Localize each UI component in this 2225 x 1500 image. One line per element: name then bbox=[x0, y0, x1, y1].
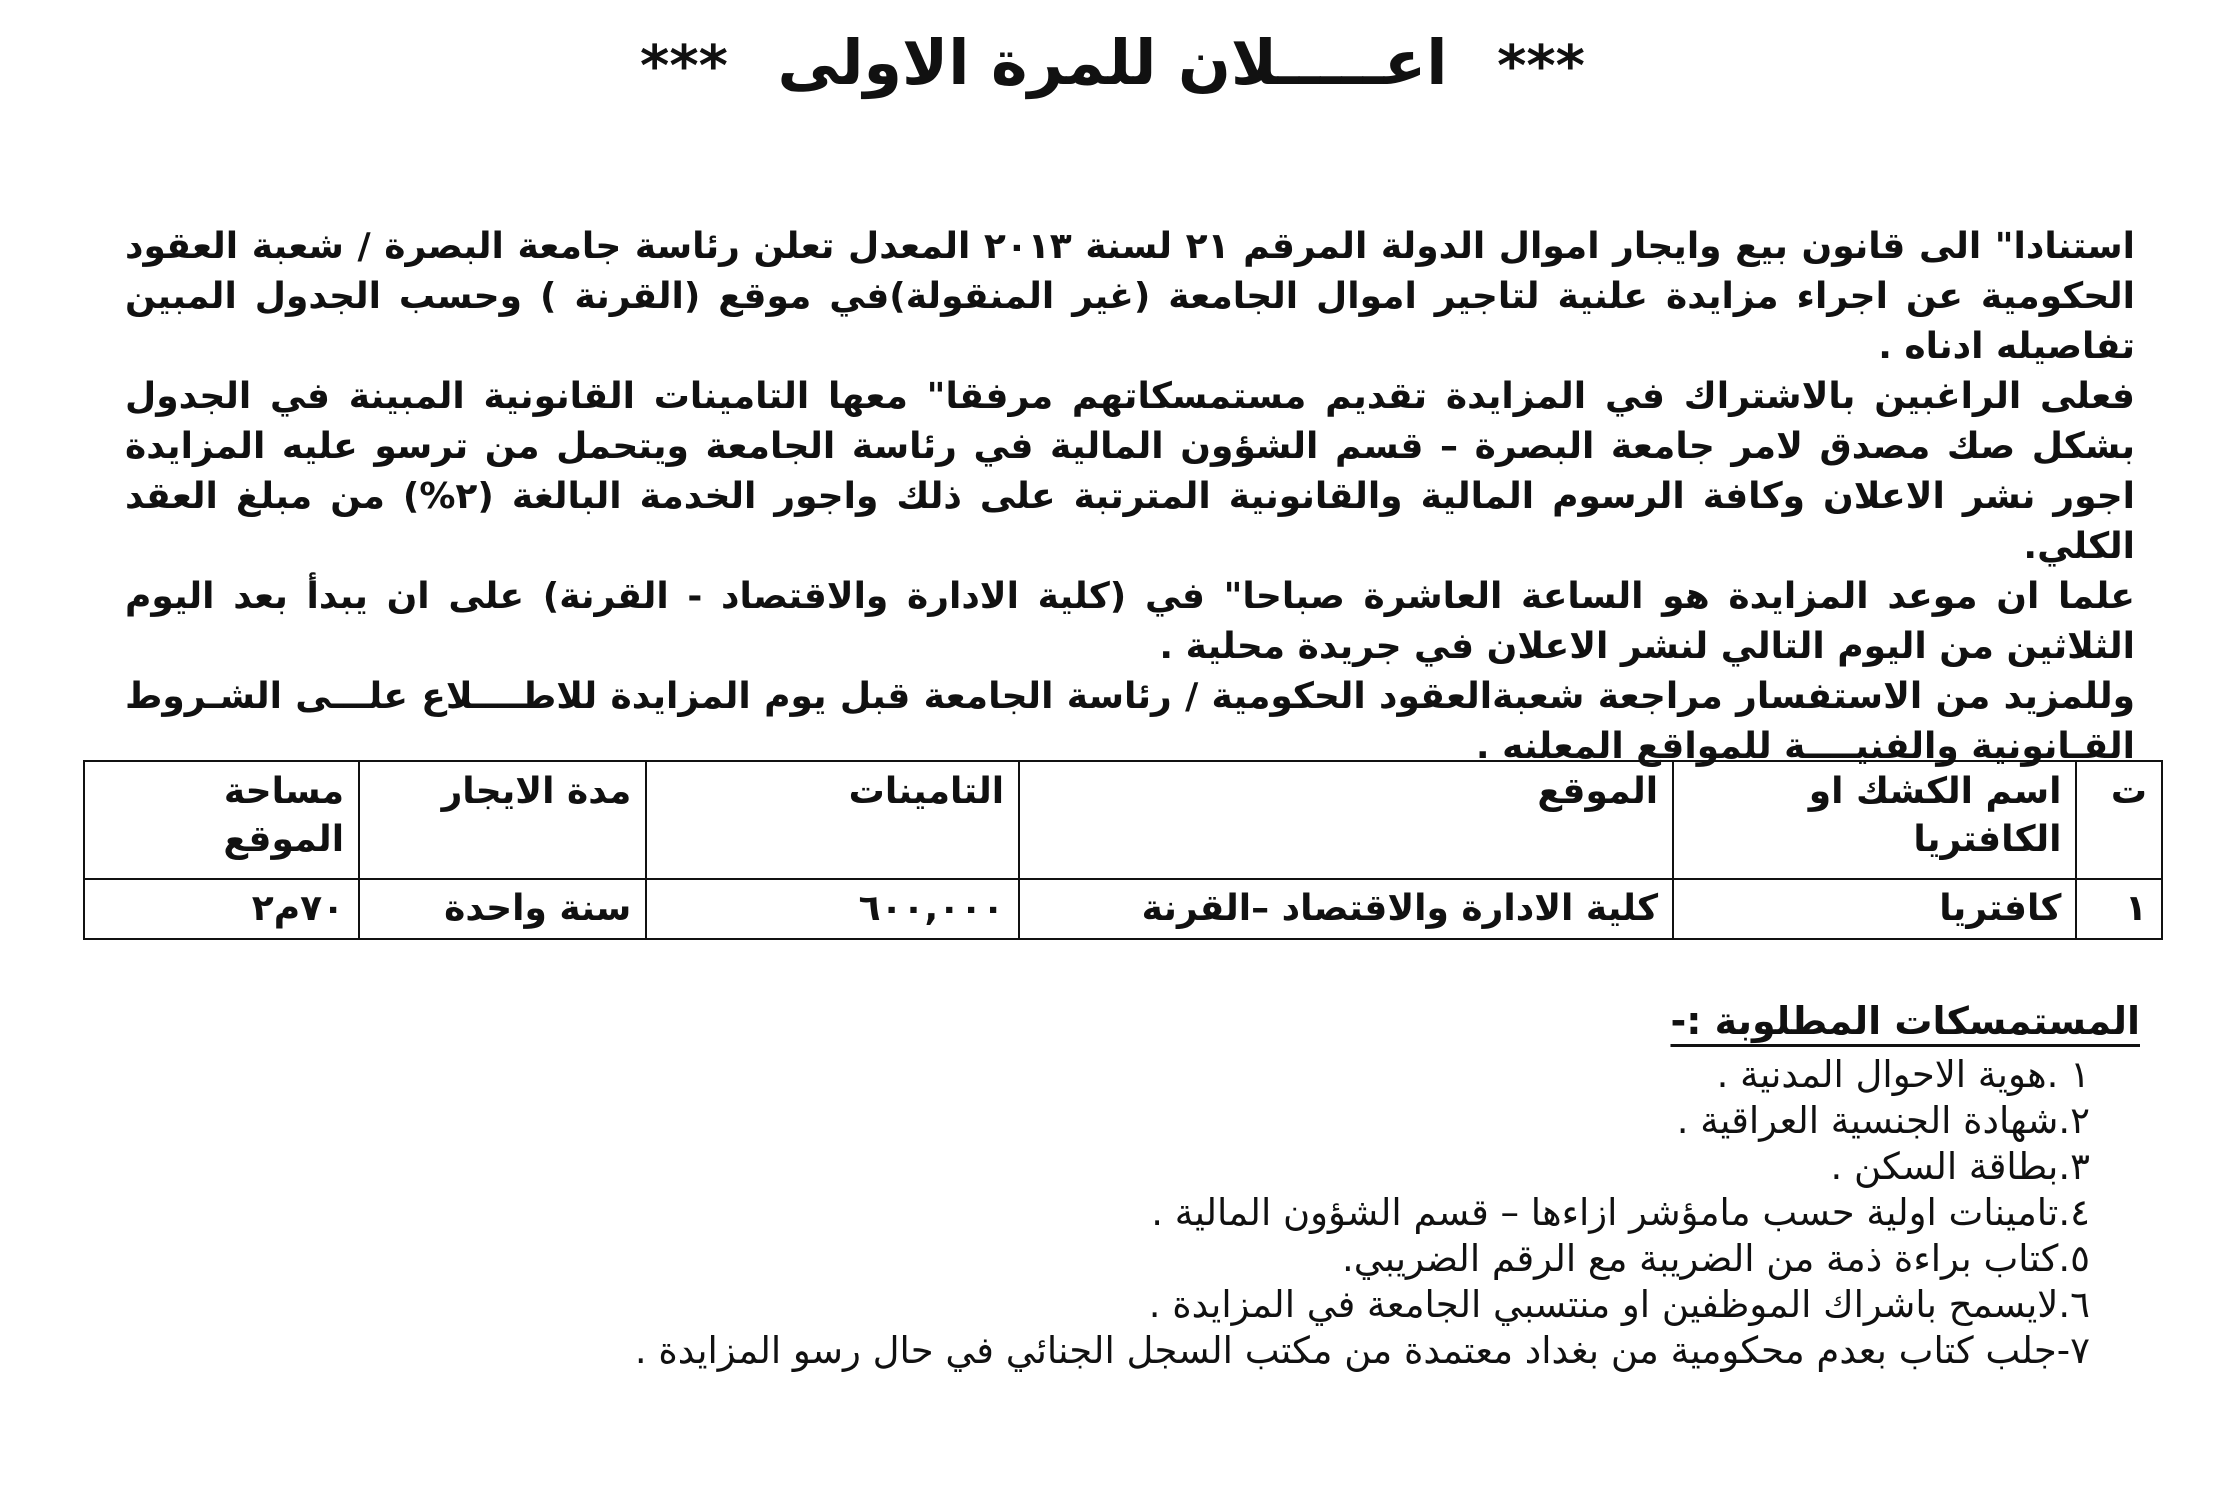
paragraph-participation: فعلى الراغبين بالاشتراك في المزايدة تقديم مستمسكاتهم مرفقا" معها التامينات القانونية المبينة في الجدول بشكل صك مصدق لامر جامعة البصرة – قسم الشؤون المالية في رئاسة الجامعة ويتحمل من ترسو عليه المزايدة اجور نشر الاعلان وكافة الرسوم المالية والقانونية المترتبة على ذلك واجور الخدمة البالغة (٢%) من مبلغ العقد الكلي. bbox=[125, 376, 2135, 567]
title-stars-right: *** bbox=[1497, 33, 1585, 99]
list-item: ٤.تامينات اولية حسب مامؤشر ازاءها – قسم الشؤون المالية . bbox=[1151, 1191, 2090, 1234]
title-stars-left: *** bbox=[640, 33, 728, 99]
header-no: ت bbox=[2076, 761, 2162, 879]
list-item: ٥.كتاب براءة ذمة من الضريبة مع الرقم الضريبي. bbox=[1341, 1237, 2090, 1280]
header-location: الموقع bbox=[1019, 761, 1673, 879]
page-title bbox=[0, 8, 2225, 122]
cell-deposit: ٦٠٠,٠٠٠ bbox=[646, 879, 1019, 939]
table-header-row bbox=[84, 761, 2162, 879]
list-item: ١ .هوية الاحوال المدنية . bbox=[1716, 1053, 2090, 1096]
header-name: اسم الكشك او الكافتريا bbox=[1673, 761, 2076, 879]
cell-duration: سنة واحدة bbox=[359, 879, 646, 939]
announcement-body bbox=[125, 222, 2135, 772]
list-item: ٦.لايسمح باشراك الموظفين او منتسبي الجامعة في المزايدة . bbox=[1148, 1283, 2090, 1326]
header-duration: مدة الايجار bbox=[359, 761, 646, 879]
paragraph-legal-basis: استنادا" الى قانون بيع وايجار اموال الدولة المرقم ٢١ لسنة ٢٠١٣ المعدل تعلن رئاسة جامعة البصرة / شعبة العقود الحكومية عن اجراء مزايدة علنية لتاجير اموال الجامعة (غير المنقولة)في موقع (القرنة ) وحسب الجدول المبين تفاصيله ادناه . bbox=[125, 226, 2136, 367]
table-row bbox=[84, 879, 2162, 939]
requirements-list bbox=[490, 1052, 2090, 1374]
title-text: اعـــــلان للمرة الاولى bbox=[777, 26, 1448, 99]
auction-table bbox=[83, 760, 2163, 940]
requirements-heading: المستمسكات المطلوبة :- bbox=[1670, 999, 2140, 1043]
cell-location: كلية الادارة والاقتصاد –القرنة bbox=[1019, 879, 1673, 939]
paragraph-inquiry: وللمزيد من الاستفسار مراجعة شعبةالعقود الحكومية / رئاسة الجامعة قبل يوم المزايدة للاطــــلاع علـــى الشـروط القـانونية والفنيــــة للمواقع المعلنه . bbox=[125, 676, 2135, 767]
list-item: ٢.شهادة الجنسية العراقية . bbox=[1676, 1099, 2090, 1142]
list-item: ٣.بطاقة السكن . bbox=[1830, 1145, 2090, 1188]
cell-no: ١ bbox=[2076, 879, 2162, 939]
header-deposit: التامينات bbox=[646, 761, 1019, 879]
cell-name: كافتريا bbox=[1673, 879, 2076, 939]
header-area: مساحة الموقع bbox=[84, 761, 359, 879]
list-item: ٧-جلب كتاب بعدم محكومية من بغداد معتمدة من مكتب السجل الجنائي في حال رسو المزايدة . bbox=[634, 1329, 2090, 1372]
cell-area: ٧٠م٢ bbox=[84, 879, 359, 939]
paragraph-auction-time: علما ان موعد المزايدة هو الساعة العاشرة صباحا" في (كلية الادارة والاقتصاد - القرنة) على ان يبدأ بعد اليوم الثلاثين من اليوم التالي لنشر الاعلان في جريدة محلية . bbox=[125, 576, 2135, 667]
